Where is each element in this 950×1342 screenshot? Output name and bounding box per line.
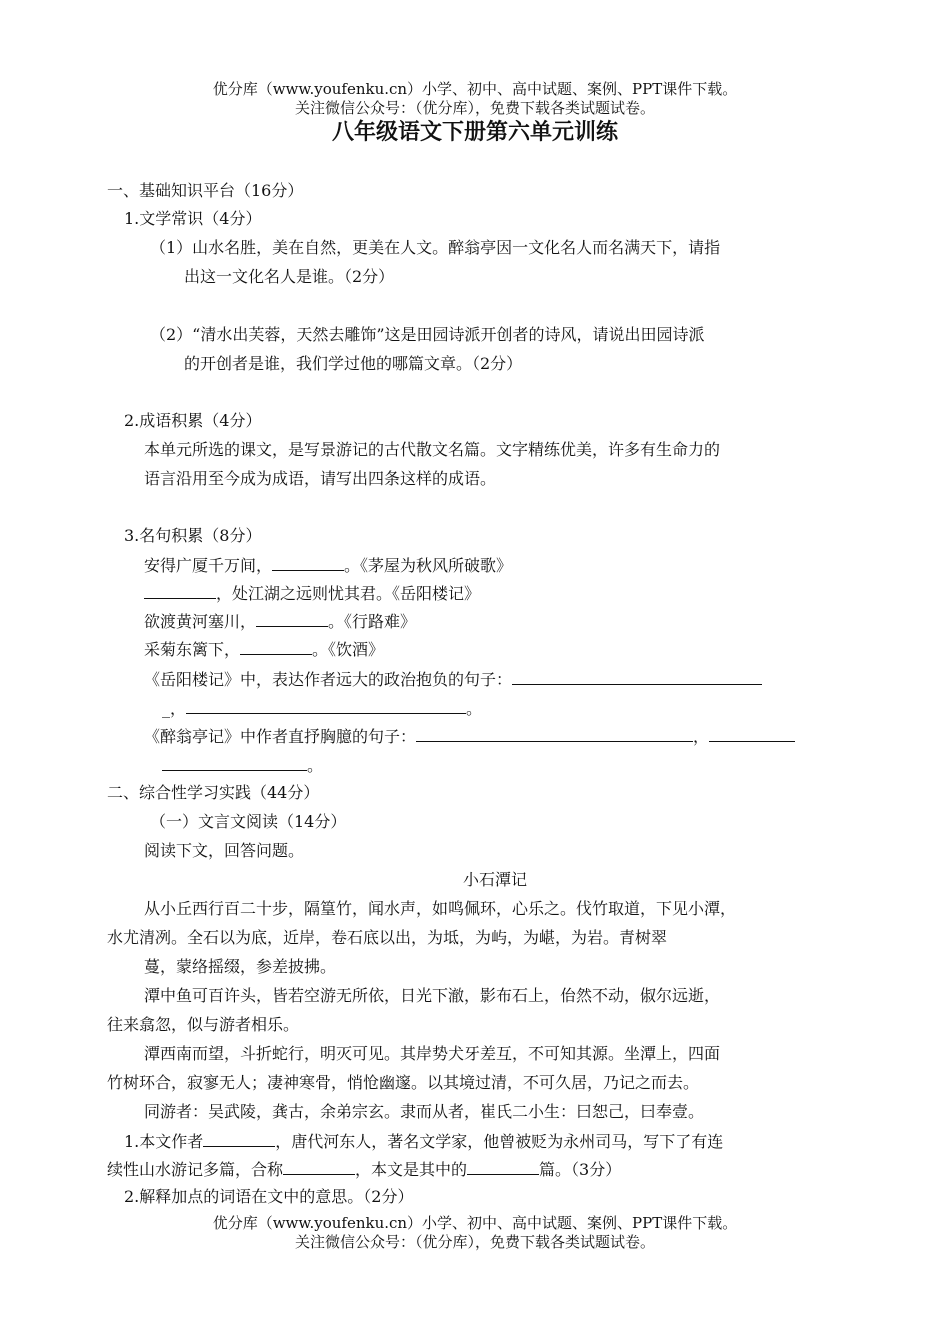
q3-line3-post: 。《行路难》 (328, 612, 417, 631)
passage-p4-line1: 同游者：吴武陵，龚古，余弟宗玄。隶而从者，崔氏二小生：曰恕己，曰奉壹。 (144, 1102, 705, 1121)
q2-line1: 本单元所选的课文，是写景游记的古代散文名篇。文字精练优美，许多有生命力的 (144, 440, 721, 459)
q3-line1-pre: 安得广厦千万间， (144, 556, 273, 575)
footer-line-1: 优分库（www.youfenku.cn）小学、初中、高中试题、案例、PPT课件下载。 (212, 1214, 738, 1232)
part2-q1-l2-post: 篇。（3分） (539, 1160, 622, 1179)
answer-blank[interactable] (256, 610, 328, 627)
header-line-2: 关注微信公众号：（优分库），免费下载各类试题试卷。 (294, 99, 655, 117)
part2-q1-line1 (124, 1130, 723, 1153)
q3-line2 (144, 582, 480, 605)
header-line-1: 优分库（www.youfenku.cn）小学、初中、高中试题、案例、PPT课件下载。 (212, 80, 738, 98)
passage-p3-line2: 竹树环合，寂寥无人；凄神寒骨，悄怆幽邃。以其境过清，不可久居，乃记之而去。 (107, 1073, 700, 1092)
part2-q1-line2 (107, 1158, 621, 1181)
q3-heading: 3.名句积累（8分） (124, 526, 262, 545)
answer-blank[interactable] (272, 554, 344, 571)
q3-line7 (144, 725, 795, 748)
part2-q1-l2-mid: ，本文是其中的 (355, 1160, 468, 1179)
answer-blank[interactable] (144, 582, 216, 599)
answer-blank[interactable] (709, 725, 795, 742)
q3-line7-pre: 《醉翁亭记》中作者直抒胸臆的句子： (144, 727, 417, 746)
answer-blank[interactable] (203, 1130, 275, 1147)
answer-blank[interactable] (240, 638, 312, 655)
passage-p2-line1: 潭中鱼可百许头，皆若空游无所依，日光下澈，影布石上，佁然不动，俶尔远逝， (144, 986, 721, 1005)
q3-line8 (162, 754, 323, 777)
q3-line7-mid: ， (693, 727, 710, 746)
q3-line4 (144, 638, 384, 661)
q3-line3 (144, 610, 416, 633)
answer-blank[interactable] (186, 697, 466, 714)
passage-title: 小石潭记 (462, 870, 527, 889)
part2-q1-pre: 1.本文作者 (124, 1132, 204, 1151)
page-title: 八年级语文下册第六单元训练 (331, 120, 618, 145)
part2-q2: 2.解释加点的词语在文中的意思。（2分） (124, 1187, 414, 1206)
q1-sub1-line1: （1）山水名胜，美在自然，更美在人文。醉翁亭因一文化名人而名满天下，请指 (150, 238, 721, 257)
q3-line4-pre: 采菊东篱下， (144, 640, 241, 659)
passage-p1-line3: 蔓，蒙络摇缀，参差披拂。 (144, 957, 337, 976)
q3-line2-post: ，处江湖之远则忧其君。《岳阳楼记》 (216, 584, 481, 603)
q3-line5-pre: 《岳阳楼记》中，表达作者远大的政治抱负的句子： (144, 670, 513, 689)
answer-blank[interactable] (283, 1158, 355, 1175)
q3-line1 (144, 554, 512, 577)
part2-instruction: 阅读下文，回答问题。 (144, 841, 305, 860)
answer-blank[interactable] (512, 668, 762, 685)
passage-p2-line2: 往来翕忽，似与游者相乐。 (107, 1015, 300, 1034)
part2-q1-l2-pre: 续性山水游记多篇，合称 (107, 1160, 284, 1179)
q3-line6-post: 。 (466, 699, 483, 718)
q2-heading: 2.成语积累（4分） (124, 411, 262, 430)
q3-line8-post: 。 (307, 756, 324, 775)
q3-line6 (162, 697, 482, 720)
q3-line6-pre: _， (162, 699, 187, 718)
q3-line5 (144, 668, 762, 691)
part2-heading: 二、综合性学习实践（44分） (107, 783, 320, 802)
footer-line-2: 关注微信公众号：（优分库），免费下载各类试题试卷。 (294, 1233, 655, 1251)
q1-sub2-line2: 的开创者是谁，我们学过他的哪篇文章。（2分） (184, 354, 523, 373)
q3-line3-pre: 欲渡黄河塞川， (144, 612, 257, 631)
answer-blank[interactable] (416, 725, 693, 742)
q3-line1-post: 。《茅屋为秋风所破歌》 (344, 556, 513, 575)
q1-sub2-line1: （2）“清水出芙蓉，天然去雕饰”这是田园诗派开创者的诗风，请说出田园诗派 (150, 325, 705, 344)
passage-p3-line1: 潭西南而望，斗折蛇行，明灭可见。其岸势犬牙差互，不可知其源。坐潭上，四面 (144, 1044, 721, 1063)
passage-p1-line1: 从小丘西行百二十步，隔篁竹，闻水声，如鸣佩环，心乐之。伐竹取道，下见小潭， (144, 899, 737, 918)
q1-heading: 1.文学常识（4分） (124, 209, 262, 228)
answer-blank[interactable] (162, 754, 307, 771)
part2-q1-mid: ，唐代河东人，著名文学家，他曾被贬为永州司马，写下了有连 (275, 1132, 724, 1151)
q2-line2: 语言沿用至今成为成语，请写出四条这样的成语。 (144, 469, 497, 488)
answer-blank[interactable] (467, 1158, 539, 1175)
part1-heading: 一、基础知识平台（16分） (107, 181, 304, 200)
part2-sub-heading: （一）文言文阅读（14分） (150, 812, 347, 831)
q3-line4-post: 。《饮酒》 (312, 640, 385, 659)
q1-sub1-line2: 出这一文化名人是谁。（2分） (184, 267, 395, 286)
passage-p1-line2: 水尤清冽。全石以为底，近岸，卷石底以出，为坻，为屿，为嵁，为岩。青树翠 (107, 928, 668, 947)
